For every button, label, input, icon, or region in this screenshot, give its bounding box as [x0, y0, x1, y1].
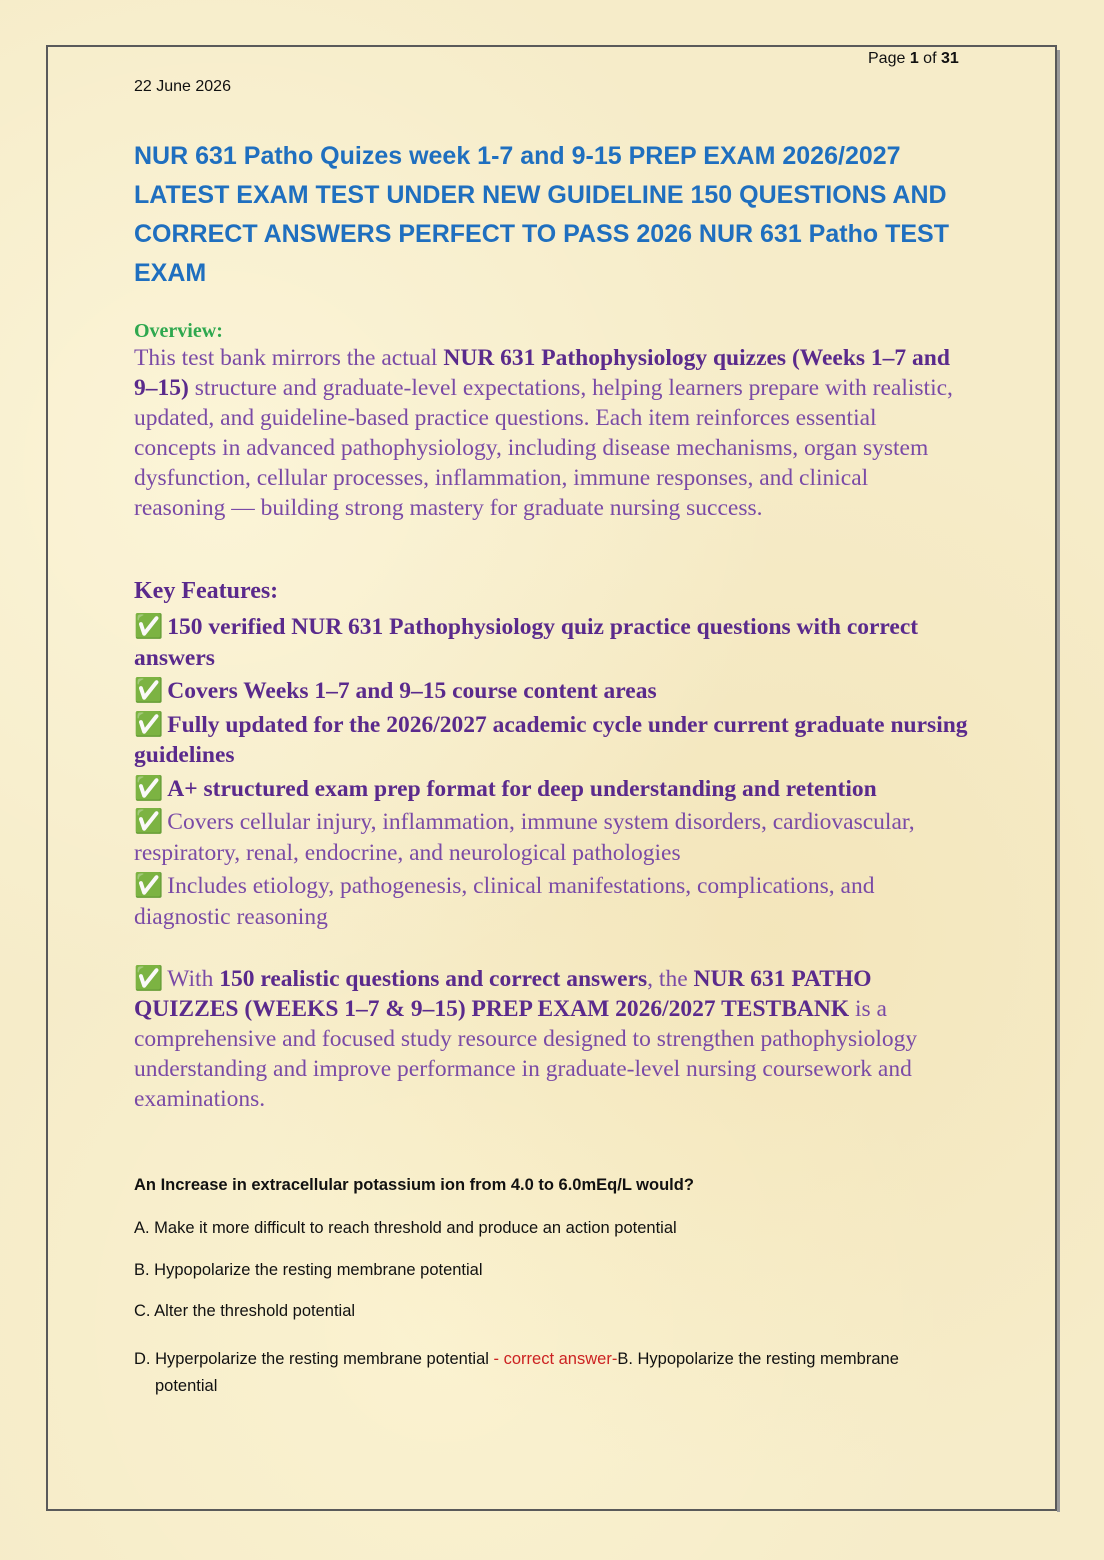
answer-separator: - — [611, 1350, 618, 1368]
closing-bold: 150 realistic questions and correct answers — [219, 966, 648, 992]
closing-text: , the — [647, 966, 694, 992]
overview-paragraph — [134, 343, 954, 523]
feature-item — [134, 676, 974, 707]
key-features-heading: Key Features: — [134, 578, 279, 604]
option-d-text: D. Hyperpolarize the resting membrane potential — [134, 1350, 489, 1368]
closing-text: is a comprehensive and focused study resource designed to strengthen pathophysiology understanding and improve performance in graduate-level nursing coursework and examinations. — [134, 996, 918, 1112]
answer-separator: - — [488, 1350, 504, 1368]
check-icon: ✅ — [134, 775, 164, 802]
closing-bold: NUR 631 PATHO QUIZZES (WEEKS 1–7 & 9–15) PREP EXAM 2026/2027 TESTBANK — [134, 966, 872, 1022]
overview-bold: NUR 631 Pathophysiology quizzes (Weeks 1–7 and 9–15) — [134, 345, 950, 401]
option-c: C. Alter the threshold potential — [134, 1302, 356, 1320]
check-icon: ✅ — [134, 873, 164, 899]
feature-text: Fully updated for the 2026/2027 academic cycle under current graduate nursing guidelines — [134, 711, 968, 768]
check-icon: ✅ — [134, 711, 164, 738]
feature-item — [134, 774, 974, 805]
check-icon: ✅ — [134, 809, 164, 835]
check-icon: ✅ — [134, 678, 164, 704]
correct-answer-label: correct answer — [503, 1350, 612, 1368]
check-icon: ✅ — [134, 966, 164, 992]
closing-paragraph — [134, 964, 974, 1114]
overview-text: This test bank mirrors the actual — [134, 345, 444, 371]
feature-text: Covers Weeks 1–7 and 9–15 course content areas — [167, 678, 657, 704]
page-of: of — [918, 50, 941, 67]
key-features-list — [134, 612, 974, 935]
page-prefix: Page — [868, 50, 910, 67]
correct-answer-text: B. Hypopolarize the resting membrane potential — [155, 1350, 899, 1395]
overview-heading: Overview: — [134, 320, 223, 342]
closing-text: With — [167, 966, 220, 992]
feature-item — [134, 710, 974, 771]
feature-item — [134, 807, 974, 868]
question-text: An Increase in extracellular potassium ion from 4.0 to 6.0mEq/L would? — [134, 1176, 694, 1194]
feature-text: A+ structured exam prep format for deep understanding and retention — [167, 775, 877, 802]
page-current: 1 — [909, 50, 919, 67]
overview-text: structure and graduate-level expectations, helping learners prepare with realistic, updated, and guideline-based practice questions. Each item reinforces essential concepts in advanced pathophysiology, including disease mechanisms, organ system dysfunction, cellular processes, inflammation, immune responses, and clinical reasoning — building strong mastery for graduate nursing success. — [134, 375, 953, 521]
document-date: 22 June 2026 — [134, 78, 231, 95]
option-d — [134, 1346, 965, 1400]
feature-text: Includes etiology, pathogenesis, clinical manifestations, complications, and diagnostic reasoning — [134, 873, 875, 930]
feature-item — [134, 612, 974, 673]
check-icon: ✅ — [134, 614, 164, 640]
document-title: NUR 631 Patho Quizes week 1-7 and 9-15 PREP EXAM 2026/2027 LATEST EXAM TEST UNDER NEW GUIDELINE 150 QUESTIONS AND CORRECT ANSWERS PERFECT TO PASS 2026 NUR 631 Patho TEST EXAM — [134, 142, 949, 287]
page-number — [868, 50, 959, 68]
feature-text: 150 verified NUR 631 Pathophysiology quiz practice questions with correct answers — [134, 614, 919, 671]
page-total: 31 — [940, 50, 959, 67]
option-a: A. Make it more difficult to reach threshold and produce an action potential — [134, 1219, 677, 1237]
feature-item — [134, 871, 974, 932]
option-b: B. Hypopolarize the resting membrane potential — [134, 1261, 483, 1279]
feature-text: Covers cellular injury, inflammation, immune system disorders, cardiovascular, respiratory, renal, endocrine, and neurological pathologies — [134, 809, 915, 866]
